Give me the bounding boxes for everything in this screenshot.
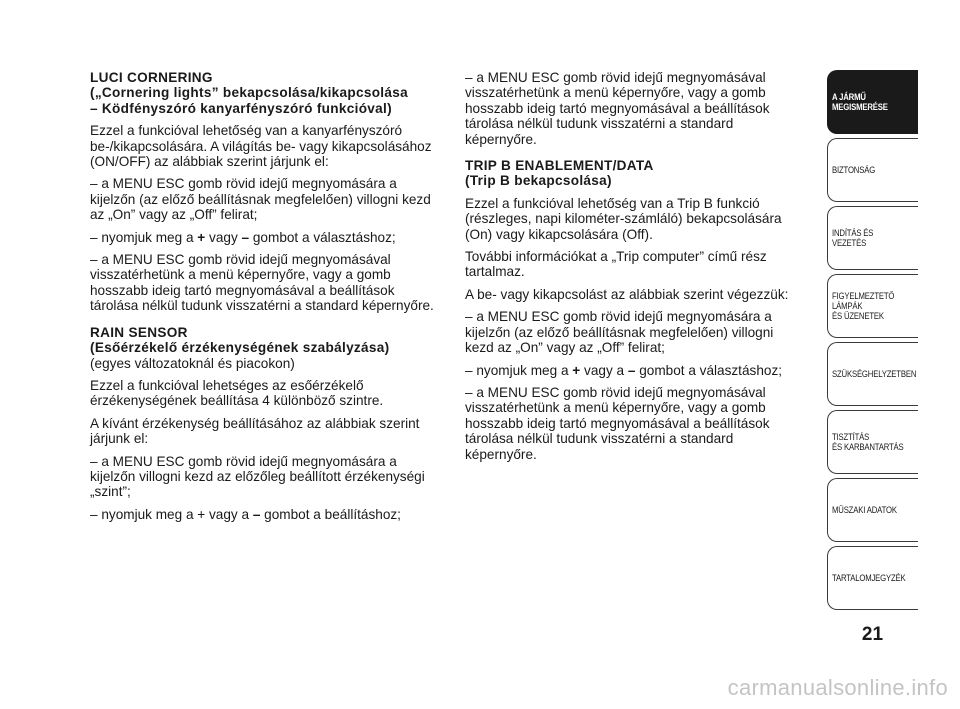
- paragraph: További információkat a „Trip computer” című rész tartalmaz.: [465, 249, 767, 280]
- paragraph: Ezzel a funkcióval lehetőség van a Trip B funkció (részleges, napi kilométer-számláló) bekapcsolására (On) vagy kikapcsolására (Off).: [465, 195, 782, 242]
- paragraph: – a MENU ESC gomb rövid idejű megnyomásával visszatérhetünk a menü képernyőre, vagy a gomb hosszabb ideig tartó megnyomásával a beállítások tárolása nélkül tudunk visszatérni a standard képernyőre.: [465, 70, 770, 147]
- tab-tartalomjegyzek[interactable]: TARTALOMJEGYZÉK: [827, 546, 918, 610]
- chapter-tabs: [827, 70, 918, 614]
- paragraph: – nyomjuk meg a + vagy – gombot a választáshoz;: [90, 229, 396, 245]
- tab-a-jarmu-megismerese[interactable]: A JÁRMŰ MEGISMERÉSE: [827, 70, 918, 134]
- minus-symbol: –: [241, 229, 250, 245]
- left-column: [90, 70, 442, 529]
- minus-symbol: –: [627, 362, 636, 378]
- page-number: 21: [861, 624, 884, 645]
- tab-tisztitas-es-karbantartas[interactable]: TISZTÍTÁS ÉS KARBANTARTÁS: [827, 410, 918, 474]
- paragraph: Ezzel a funkcióval lehetőség van a kanyarfényszóró be-/kikapcsolására. A világítás be- vagy kikapcsolásához (ON/OFF) az alábbiak szerint járjunk el:: [90, 123, 432, 170]
- tab-szukseghelyzetben[interactable]: SZÜKSÉGHELYZETBEN: [827, 342, 918, 406]
- paragraph: – a MENU ESC gomb rövid idejű megnyomására a kijelzőn (az előző beállításnak megfelelően) villogni kezd az „On” vagy az „Off” felirat;: [465, 309, 774, 356]
- plus-symbol: +: [572, 362, 581, 378]
- paragraph: – a MENU ESC gomb rövid idejű megnyomásával visszatérhetünk a menü képernyőre, vagy a gomb hosszabb ideig tartó megnyomásával a beállítások tárolása nélkül tudunk visszatérni a standard képernyőre.: [90, 252, 434, 314]
- paragraph: – nyomjuk meg a + vagy a – gombot a beállításhoz;: [90, 506, 401, 522]
- section-heading-rain-sensor: RAIN SENSOR (Esőérzékelő érzékenységének szabályzása): [90, 324, 390, 356]
- section-subtitle: (egyes változatoknál és piacokon): [90, 355, 295, 371]
- paragraph: A be- vagy kikapcsolást az alábbiak szerint végezzük:: [465, 286, 789, 302]
- minus-symbol: –: [252, 506, 261, 522]
- tab-biztonsag[interactable]: BIZTONSÁG: [827, 138, 918, 202]
- paragraph: A kívánt érzékenység beállításához az alábbiak szerint járjunk el:: [90, 415, 420, 447]
- watermark: carmanualsonline.info: [727, 675, 948, 700]
- paragraph: – a MENU ESC gomb rövid idejű megnyomásával visszatérhetünk a menü képernyőre, vagy a gomb hosszabb ideig tartó megnyomásával a beállítások tárolása nélkül tudunk visszatérni a standard képernyőre.: [465, 384, 770, 462]
- section-heading-trip-b: TRIP B ENABLEMENT/DATA (Trip B bekapcsolása): [465, 158, 654, 189]
- paragraph: – a MENU ESC gomb rövid idejű megnyomására a kijelzőn (az előző beállításnak megfelelően) villogni kezd az „On” vagy az „Off” felirat;: [90, 176, 431, 223]
- paragraph: – nyomjuk meg a + vagy a – gombot a választáshoz;: [465, 362, 783, 378]
- plus-symbol: +: [197, 229, 206, 245]
- paragraph: Ezzel a funkcióval lehetséges az esőérzékelő érzékenységének beállítása 4 különböző szintre.: [90, 377, 384, 409]
- tab-inditas-es-vezetes[interactable]: INDÍTÁS ÉS VEZETÉS: [827, 206, 918, 270]
- tab-figyelmezteto-lampak[interactable]: FIGYELMEZTETŐ LÁMPÁK ÉS ÜZENETEK: [827, 274, 918, 338]
- paragraph: – a MENU ESC gomb rövid idejű megnyomására a kijelzőn villogni kezd az előzőleg beállított érzékenységi „szint”;: [90, 453, 425, 500]
- section-heading-cornering-lights: LUCI CORNERING („Cornering lights” bekapcsolása/kikapcsolása – Ködfényszóró kanyarfényszóró funkcióval): [90, 70, 408, 116]
- tab-muszaki-adatok[interactable]: MŰSZAKI ADATOK: [827, 478, 918, 542]
- right-column: [465, 70, 800, 469]
